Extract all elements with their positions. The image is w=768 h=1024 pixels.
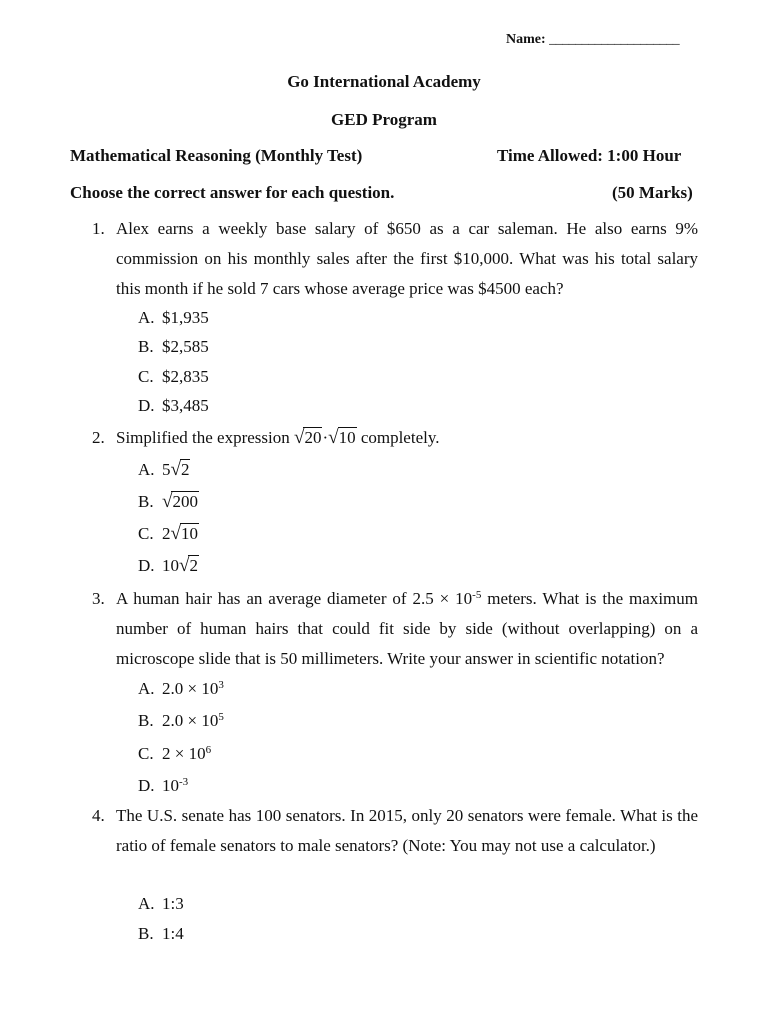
option-letter: C.	[138, 367, 154, 386]
coefficient: 10	[162, 556, 179, 575]
option-letter: A.	[138, 679, 155, 698]
exponent: -5	[472, 589, 482, 601]
option-base: 2.0 × 10	[162, 711, 219, 730]
sqrt-expression: √2	[170, 459, 190, 480]
option-2c	[138, 523, 199, 545]
radicand: 200	[172, 492, 198, 511]
exponent: 5	[218, 711, 224, 723]
option-base: 10	[162, 776, 179, 795]
radicand: 20	[304, 428, 322, 447]
time-allowed: Time Allowed: 1:00 Hour	[497, 146, 682, 165]
option-4a	[138, 893, 184, 915]
sqrt-expression: √10	[328, 427, 356, 448]
option-letter: D.	[138, 556, 155, 575]
option-1c	[138, 366, 209, 388]
option-3c	[138, 743, 211, 765]
coefficient: 2	[162, 524, 171, 543]
question-number: 2.	[92, 428, 105, 447]
option-letter: A.	[138, 894, 155, 913]
option-value: 1:3	[162, 894, 184, 913]
program-title: GED Program	[331, 110, 437, 129]
question-text-end: completely.	[356, 428, 440, 447]
option-letter: A.	[138, 460, 155, 479]
option-1b	[138, 336, 209, 358]
option-letter: B.	[138, 711, 154, 730]
question-text	[116, 584, 698, 674]
option-value: $1,935	[162, 308, 209, 327]
option-letter: C.	[138, 744, 154, 763]
option-1d	[138, 395, 209, 417]
option-base: 2.0 × 10	[162, 679, 219, 698]
question-number: 4.	[92, 806, 105, 825]
option-letter: B.	[138, 337, 154, 356]
question-text-start: Simplified the expression	[116, 428, 295, 447]
option-letter: B.	[138, 492, 154, 511]
question-number: 1.	[92, 219, 105, 238]
coefficient: 5	[162, 460, 171, 479]
question-text: Alex earns a weekly base salary of $650 as a car saleman. He also earns 9% commission on his monthly sales after the first $10,000. What was his total salary this month if he sold 7 cars whose average price was $4500 each?	[116, 219, 698, 298]
sqrt-expression: √2	[179, 555, 198, 576]
question-number: 3.	[92, 589, 105, 608]
question-text-start: A human hair has an average diameter of 2.5 × 10	[116, 589, 473, 608]
option-letter: D.	[138, 776, 155, 795]
school-name: Go International Academy	[287, 72, 481, 91]
option-letter: A.	[138, 308, 155, 327]
option-3d	[138, 775, 188, 797]
sqrt-expression: √20	[294, 427, 322, 448]
option-1a	[138, 307, 209, 329]
question-1	[92, 214, 698, 304]
radicand: 10	[180, 524, 198, 543]
option-letter: D.	[138, 396, 155, 415]
sqrt-expression: √10	[170, 523, 198, 544]
exponent: 6	[205, 744, 212, 756]
option-2d	[138, 555, 199, 577]
multiply-dot: ·	[322, 428, 329, 447]
option-value: 1:4	[162, 924, 184, 943]
name-blank: ____________________	[549, 32, 680, 47]
name-field	[506, 32, 679, 48]
question-text: The U.S. senate has 100 senators. In 2015, only 20 senators were female. What is the ratio of female senators to male senators? (Note: You may not use a calculator.)	[116, 806, 698, 855]
exponent: 3	[218, 679, 224, 691]
option-value: $2,835	[162, 367, 209, 386]
question-3	[92, 584, 698, 674]
option-2a	[138, 459, 190, 481]
question-2	[92, 423, 698, 453]
option-4b	[138, 923, 184, 945]
option-base: 2 × 10	[162, 744, 206, 763]
option-letter: C.	[138, 524, 154, 543]
question-text	[116, 423, 698, 453]
radicand: 10	[338, 428, 356, 447]
option-value: $3,485	[162, 396, 209, 415]
option-3a	[138, 678, 224, 700]
test-title: Mathematical Reasoning (Monthly Test)	[70, 146, 363, 165]
option-2b	[138, 491, 199, 513]
sqrt-expression: √200	[162, 491, 198, 512]
name-label: Name:	[506, 32, 546, 47]
total-marks: (50 Marks)	[612, 183, 693, 202]
instructions: Choose the correct answer for each question.	[70, 183, 395, 202]
radicand: 2	[180, 460, 190, 479]
question-4	[92, 801, 698, 861]
radicand: 2	[189, 556, 198, 575]
option-letter: B.	[138, 924, 154, 943]
exponent: -3	[179, 776, 189, 788]
option-3b	[138, 710, 224, 732]
question-text-end: meters. What is the maximum number of human hairs that could fit side by side (without overlapping) on a microscope slide that is 50 millimeters. Write your answer in scientific notation?	[116, 589, 698, 668]
option-value: $2,585	[162, 337, 209, 356]
